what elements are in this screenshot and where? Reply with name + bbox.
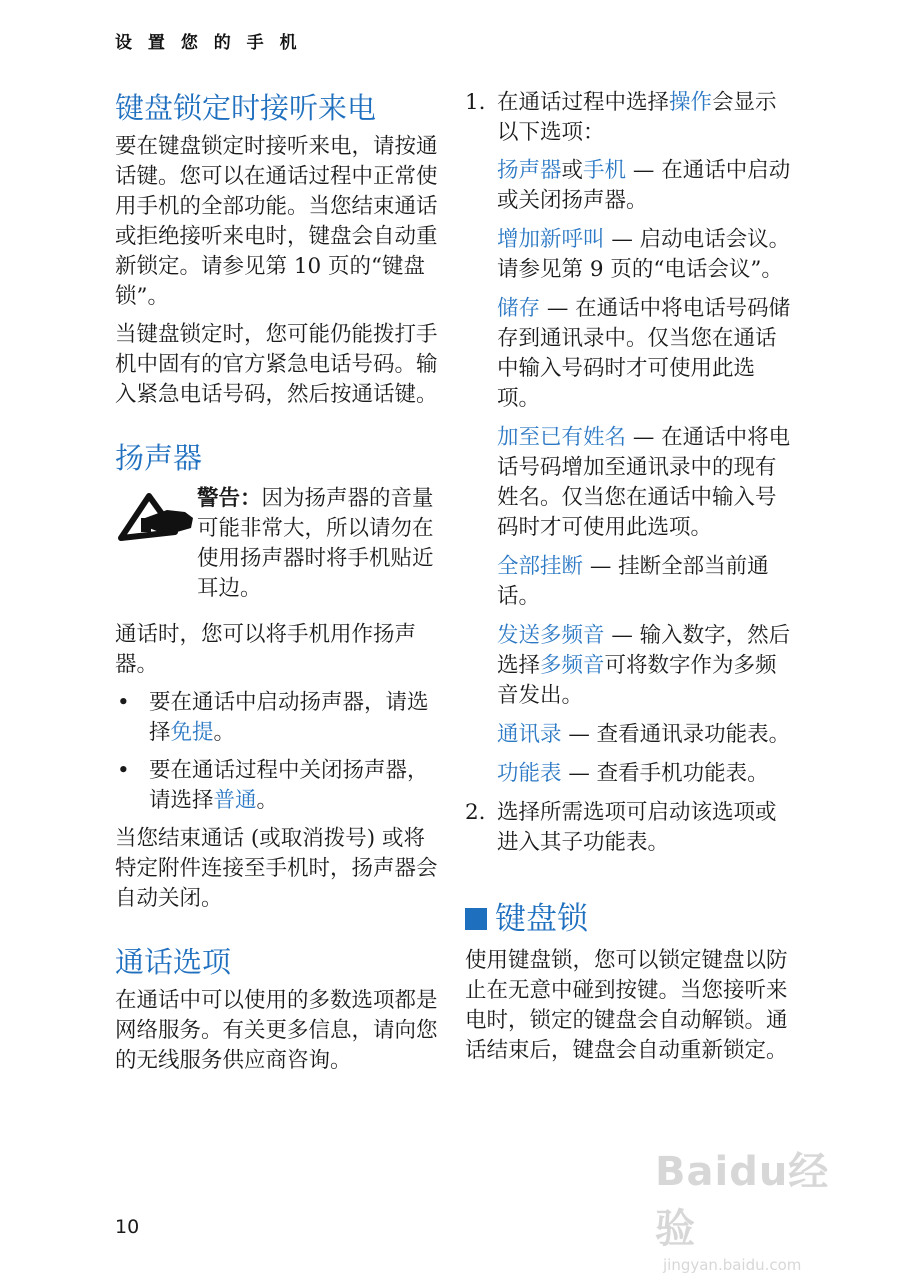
step-text: 选择所需选项可启动该选项或进入其子功能表。 [497,800,777,855]
warning-block [115,484,445,612]
running-header: 设 置 您 的 手 机 [115,33,302,53]
bullet-text: 要在通话中启动扬声器，请选择免提。 [149,690,429,745]
section-title-answer-locked: 键盘锁定时接听来电 [115,91,377,125]
paragraph: 当您结束通话 (或取消拨号) 或将特定附件连接至手机时，扬声器会自动关闭。 [115,826,438,911]
bullet-item [115,688,445,748]
step-number: 1. [465,90,486,115]
option-item: 储存 — 在通话中将电话号码储存到通讯录中。仅当您在通话中输入号码时才可使用此选项。 [497,296,791,411]
section-title-keyguard: 键盘锁 [465,898,795,940]
step-text: 在通话过程中选择操作会显示以下选项： [497,90,777,145]
bullet-glyph: • [117,758,130,783]
square-bullet-icon [465,908,487,930]
right-column [465,88,795,1074]
warning-label: 警告： [197,486,262,511]
left-column [115,88,445,1084]
menu-term-handsfree: 免提 [170,720,214,745]
page-number: 10 [115,1216,140,1238]
warning-body: 因为扬声器的音量可能非常大，所以请勿在使用扬声器时将手机贴近耳边。 [197,486,434,601]
option-item: 通讯录 — 查看通讯录功能表。 [497,722,791,747]
options-list [465,156,795,789]
option-item: 发送多频音 — 输入数字，然后选择多频音可将数字作为多频音发出。 [497,623,791,708]
warning-hand-icon [115,488,197,548]
watermark-url: jingyan.baidu.com [663,1256,802,1274]
paragraph: 在通话中可以使用的多数选项都是网络服务。有关更多信息，请向您的无线服务供应商咨询。 [115,988,438,1073]
step-item [465,88,795,148]
paragraph: 通话时，您可以将手机用作扬声器。 [115,622,417,677]
warning-text [197,484,445,604]
bullet-glyph: • [117,690,130,715]
bullet-text: 要在通话过程中关闭扬声器，请选择普通。 [149,758,429,813]
bullet-item [115,756,445,816]
baidu-watermark [655,1140,835,1274]
option-item: 增加新呼叫 — 启动电话会议。请参见第 9 页的“电话会议”。 [497,227,791,282]
option-item: 全部挂断 — 挂断全部当前通话。 [497,554,769,609]
paragraph: 要在键盘锁定时接听来电，请按通话键。您可以在通话过程中正常使用手机的全部功能。当您结束通话或拒绝接听来电时，键盘会自动重新锁定。请参见第 10 页的“键盘锁”。 [115,134,438,309]
menu-term-options: 操作 [669,90,713,115]
option-item: 加至已有姓名 — 在通话中将电话号码增加至通讯录中的现有姓名。仅当您在通话中输入号码时才可使用此选项。 [497,425,791,540]
menu-term-normal: 普通 [213,788,257,813]
option-item: 功能表 — 查看手机功能表。 [497,761,769,786]
section-title-call-options: 通话选项 [115,945,232,979]
step-item [465,798,795,858]
watermark-logo: Baidu经验 [655,1149,830,1252]
option-item: 扬声器或手机 — 在通话中启动或关闭扬声器。 [497,158,791,213]
section-title-loudspeaker: 扬声器 [115,441,203,475]
step-number: 2. [465,800,486,825]
paragraph: 当键盘锁定时，您可能仍能拨打手机中固有的官方紧急电话号码。输入紧急电话号码，然后按通话键。 [115,322,438,407]
paragraph: 使用键盘锁，您可以锁定键盘以防止在无意中碰到按键。当您接听来电时，锁定的键盘会自动解锁。通话结束后，键盘会自动重新锁定。 [465,948,788,1063]
